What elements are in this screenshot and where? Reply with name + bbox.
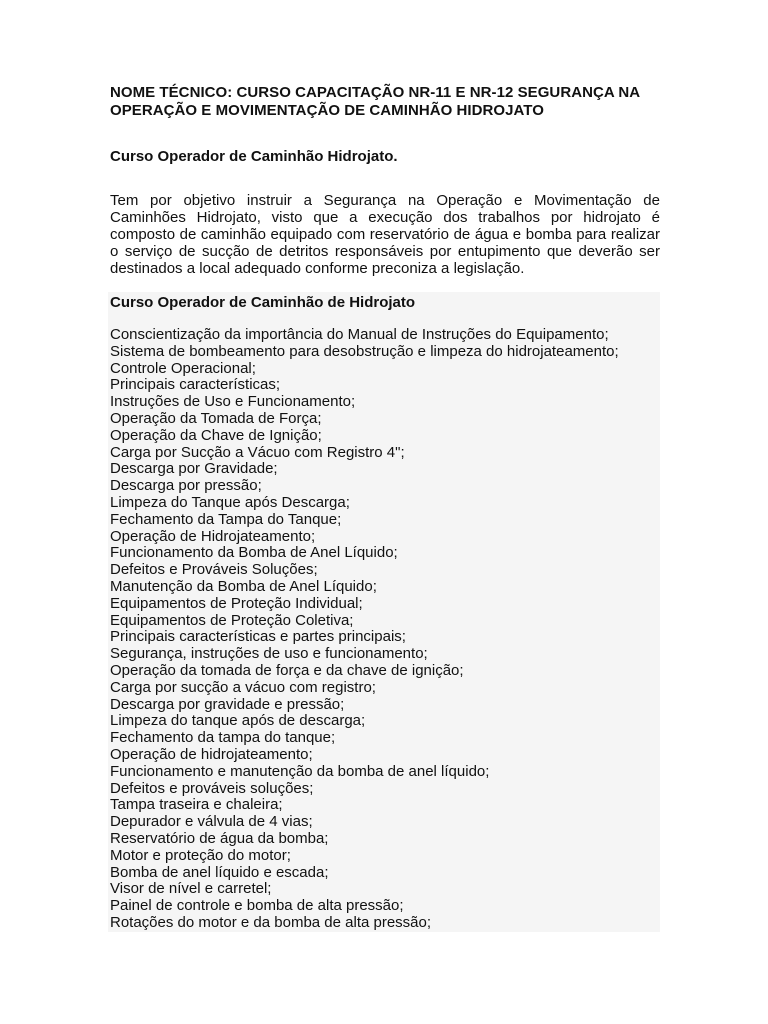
topic-item: Depurador e válvula de 4 vias;	[110, 813, 313, 831]
topic-item: Bomba de anel líquido e escada;	[110, 863, 329, 881]
topic-item: Fechamento da Tampa do Tanque;	[110, 510, 342, 528]
topic-item: Painel de controle e bomba de alta pressão;	[110, 897, 404, 915]
topic-item: Tampa traseira e chaleira;	[110, 796, 283, 814]
topic-item: Equipamentos de Proteção Individual;	[110, 594, 363, 612]
topic-item: Operação de hidrojateamento;	[110, 745, 313, 763]
topic-item: Funcionamento e manutenção da bomba de anel líquido;	[110, 762, 490, 780]
topic-item: Segurança, instruções de uso e funcionamento;	[110, 645, 428, 663]
topic-item: Limpeza do Tanque após Descarga;	[110, 493, 350, 511]
topic-item: Carga por Sucção a Vácuo com Registro 4";	[110, 443, 405, 461]
topic-item: Reservatório de água da bomba;	[110, 829, 329, 847]
document-title: NOME TÉCNICO: CURSO CAPACITAÇÃO NR-11 E NR-12 SEGURANÇA NA OPERAÇÃO E MOVIMENTAÇÃO DE CAMINHÃO HIDROJATO	[110, 84, 640, 119]
topic-item: Descarga por Gravidade;	[110, 460, 278, 478]
topic-item: Operação da tomada de força e da chave de ignição;	[110, 661, 464, 679]
topic-item: Conscientização da importância do Manual de Instruções do Equipamento;	[110, 326, 609, 343]
topic-item: Defeitos e prováveis soluções;	[110, 779, 314, 797]
topic-item: Operação da Tomada de Força;	[110, 409, 322, 427]
topic-item: Fechamento da tampa do tanque;	[110, 729, 336, 747]
topic-item: Limpeza do tanque após de descarga;	[110, 712, 366, 730]
topic-list	[110, 327, 660, 932]
topic-item: Carga por sucção a vácuo com registro;	[110, 678, 376, 696]
topic-item: Equipamentos de Proteção Coletiva;	[110, 611, 354, 629]
topic-item: Motor e proteção do motor;	[110, 846, 291, 864]
topic-item: Defeitos e Prováveis Soluções;	[110, 561, 318, 579]
topic-item: Instruções de Uso e Funcionamento;	[110, 393, 356, 411]
topic-item: Funcionamento da Bomba de Anel Líquido;	[110, 544, 398, 562]
topic-item: Principais características e partes principais;	[110, 628, 406, 646]
topic-item: Descarga por gravidade e pressão;	[110, 695, 345, 713]
topic-item: Descarga por pressão;	[110, 477, 262, 495]
section-heading: Curso Operador de Caminhão de Hidrojato	[110, 294, 416, 311]
topic-item: Operação de Hidrojateamento;	[110, 527, 316, 545]
topic-item: Operação da Chave de Ignição;	[110, 426, 322, 444]
topic-item: Visor de nível e carretel;	[110, 880, 272, 898]
topic-item: Principais características;	[110, 376, 281, 394]
topic-item: Sistema de bombeamento para desobstrução e limpeza do hidrojateamento;	[110, 342, 619, 360]
intro-paragraph: Tem por objetivo instruir a Segurança na Operação e Movimentação de Caminhões Hidrojato, visto que a execução dos trabalhos por hidrojato é composto de caminhão equipado com reservatório de água e bomba para realizar o serviço de sucção de detritos responsáveis por entupimento que deverão ser destinados a local adequado conforme preconiza a legislação.	[110, 192, 660, 277]
topic-item: Controle Operacional;	[110, 359, 256, 377]
topic-item: Rotações do motor e da bomba de alta pressão;	[110, 913, 432, 931]
topic-item: Manutenção da Bomba de Anel Líquido;	[110, 577, 377, 595]
course-subtitle: Curso Operador de Caminhão Hidrojato.	[110, 148, 398, 165]
